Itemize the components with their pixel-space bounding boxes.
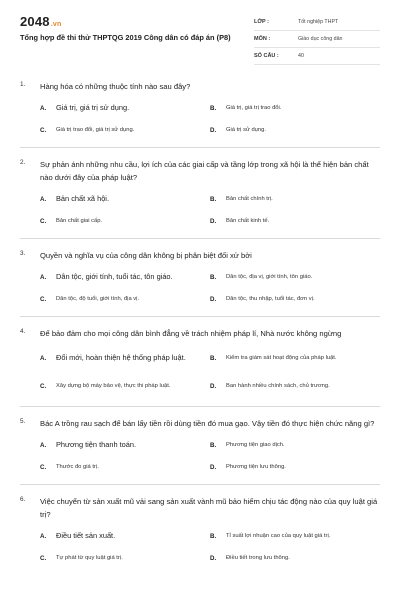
option-a[interactable] — [40, 97, 210, 119]
option-c[interactable] — [40, 456, 210, 478]
option-c[interactable] — [40, 210, 210, 232]
meta-value: 40 — [298, 53, 304, 59]
option-letter: D. — [210, 463, 217, 471]
option-letter: A. — [40, 104, 47, 112]
option-text: Điều tiết trong lưu thông. — [226, 555, 290, 561]
question-number: 3. — [20, 250, 26, 257]
option-letter: B. — [210, 441, 217, 449]
logo-suffix: .vn — [50, 21, 62, 28]
question-number: 4. — [20, 328, 26, 335]
question-1 — [20, 78, 380, 148]
options — [20, 434, 380, 478]
option-text: Phương tiện lưu thông. — [226, 464, 286, 470]
option-text: Dân tộc, giới tính, tuổi tác, tôn giáo. — [56, 272, 173, 281]
option-d[interactable] — [210, 210, 380, 232]
question-2 — [20, 156, 380, 239]
option-letter: D. — [210, 295, 217, 303]
option-b[interactable] — [210, 434, 380, 456]
option-b[interactable] — [210, 97, 380, 119]
option-letter: A. — [40, 441, 47, 449]
question-6 — [20, 493, 380, 575]
logo-main: 2048 — [20, 14, 50, 29]
option-text: Bản chất kinh tế. — [226, 218, 270, 224]
question-text: Bác A trồng rau sạch để bán lấy tiền rồi dùng tiền đó mua gạo. Vậy tiền đó thực hiện chức năng gì? — [40, 419, 375, 428]
option-letter: D. — [210, 217, 217, 225]
option-letter: B. — [210, 273, 217, 281]
option-b[interactable] — [210, 266, 380, 288]
option-letter: A. — [40, 532, 47, 540]
meta-row-subject — [254, 31, 380, 48]
options — [20, 525, 380, 569]
option-text: Tự phát từ quy luật giá trị. — [56, 555, 123, 561]
meta-value: Giáo dục công dân — [298, 36, 343, 42]
option-a[interactable] — [40, 525, 210, 547]
question-number: 6. — [20, 496, 26, 503]
option-text: Đổi mới, hoàn thiện hệ thống pháp luật. — [56, 353, 186, 362]
options — [20, 266, 380, 310]
question-text: Việc chuyển từ sản xuất mũ vải sang sản xuất vành mũ bảo hiểm chịu tác động nào của quy luật giá trị? — [40, 497, 378, 519]
meta-row-class — [254, 14, 380, 31]
question-3 — [20, 247, 380, 317]
option-d[interactable] — [210, 288, 380, 310]
option-text: Bản chất giai cấp. — [56, 218, 103, 224]
option-letter: B. — [210, 195, 217, 203]
exam-meta — [254, 14, 380, 65]
option-letter: C. — [40, 217, 47, 225]
option-d[interactable] — [210, 547, 380, 569]
option-text: Ban hành nhiều chính sách, chủ trương. — [226, 383, 330, 389]
option-text: Giá trị, giá trị sử dụng. — [56, 103, 130, 112]
option-text: Dân tộc, thu nhập, tuổi tác, đơn vị. — [226, 296, 315, 302]
question-text: Để bảo đảm cho mọi công dân bình đẳng về trách nhiệm pháp lí, Nhà nước không ngừng — [40, 329, 342, 338]
meta-row-count — [254, 48, 380, 65]
question-number: 2. — [20, 159, 26, 166]
option-text: Xây dựng bộ máy bảo vệ, thực thi pháp luật. — [56, 383, 171, 389]
option-b[interactable] — [210, 188, 380, 210]
question-text: Hàng hóa có những thuộc tính nào sau đây? — [40, 82, 191, 91]
option-text: Bản chất chính trị. — [226, 196, 273, 202]
document-header — [20, 12, 380, 80]
option-c[interactable] — [40, 119, 210, 141]
option-letter: D. — [210, 126, 217, 134]
option-a[interactable] — [40, 266, 210, 288]
option-text: Giá trị, giá trị trao đổi. — [226, 105, 282, 111]
question-number: 5. — [20, 418, 26, 425]
option-d[interactable] — [210, 456, 380, 478]
meta-label: LỚP : — [254, 19, 269, 25]
meta-value: Tốt nghiệp THPT — [298, 19, 339, 25]
option-text: Tỉ suất lợi nhuận cao của quy luật giá trị. — [226, 533, 331, 539]
option-b[interactable] — [210, 525, 380, 547]
option-letter: D. — [210, 554, 217, 562]
option-letter: C. — [40, 554, 47, 562]
option-letter: C. — [40, 463, 47, 471]
option-text: Điều tiết sản xuất. — [56, 531, 116, 540]
options — [20, 97, 380, 141]
option-text: Giá trị trao đổi, giá trị sử dụng. — [56, 127, 135, 133]
option-text: Thước đo giá trị. — [56, 464, 99, 470]
option-letter: C. — [40, 126, 47, 134]
question-4 — [20, 325, 380, 407]
question-number: 1. — [20, 81, 26, 88]
option-text: Phương tiện thanh toán. — [56, 440, 137, 449]
option-c[interactable] — [40, 372, 210, 400]
meta-label: SỐ CÂU : — [254, 53, 279, 59]
options — [20, 188, 380, 232]
option-a[interactable] — [40, 434, 210, 456]
option-a[interactable] — [40, 188, 210, 210]
question-text: Quyền và nghĩa vụ của công dân không bị phân biệt đối xử bởi — [40, 251, 252, 260]
option-b[interactable] — [210, 344, 380, 372]
option-c[interactable] — [40, 547, 210, 569]
meta-label: MÔN : — [254, 36, 271, 42]
option-letter: D. — [210, 382, 217, 390]
option-text: Giá trị sử dụng. — [226, 127, 266, 133]
option-letter: A. — [40, 195, 47, 203]
option-letter: C. — [40, 295, 47, 303]
question-5 — [20, 415, 380, 485]
option-d[interactable] — [210, 119, 380, 141]
option-letter: A. — [40, 273, 47, 281]
option-letter: C. — [40, 382, 47, 390]
site-logo[interactable] — [20, 14, 61, 29]
option-c[interactable] — [40, 288, 210, 310]
page-title: Tổng hợp đề thi thử THPTQG 2019 Công dân có đáp án (P8) — [20, 33, 231, 42]
option-d[interactable] — [210, 372, 380, 400]
option-a[interactable] — [40, 344, 210, 372]
option-letter: B. — [210, 532, 217, 540]
option-letter: B. — [210, 104, 217, 112]
option-letter: A. — [40, 354, 47, 362]
options — [20, 344, 380, 400]
option-text: Dân tộc, độ tuổi, giới tính, địa vị. — [56, 296, 140, 302]
option-letter: B. — [210, 354, 217, 362]
option-text: Kiểm tra giám sát hoạt động của pháp luật. — [226, 355, 337, 361]
option-text: Phương tiện giao dịch. — [226, 442, 285, 448]
question-text: Sự phản ánh những nhu cầu, lợi ích của các giai cấp và tầng lớp trong xã hội là thể hiện bản chất nào dưới đây của pháp luật? — [40, 160, 369, 182]
option-text: Dân tộc, địa vị, giới tính, tôn giáo. — [226, 274, 313, 280]
option-text: Bản chất xã hội. — [56, 194, 110, 203]
question-list — [20, 78, 380, 583]
